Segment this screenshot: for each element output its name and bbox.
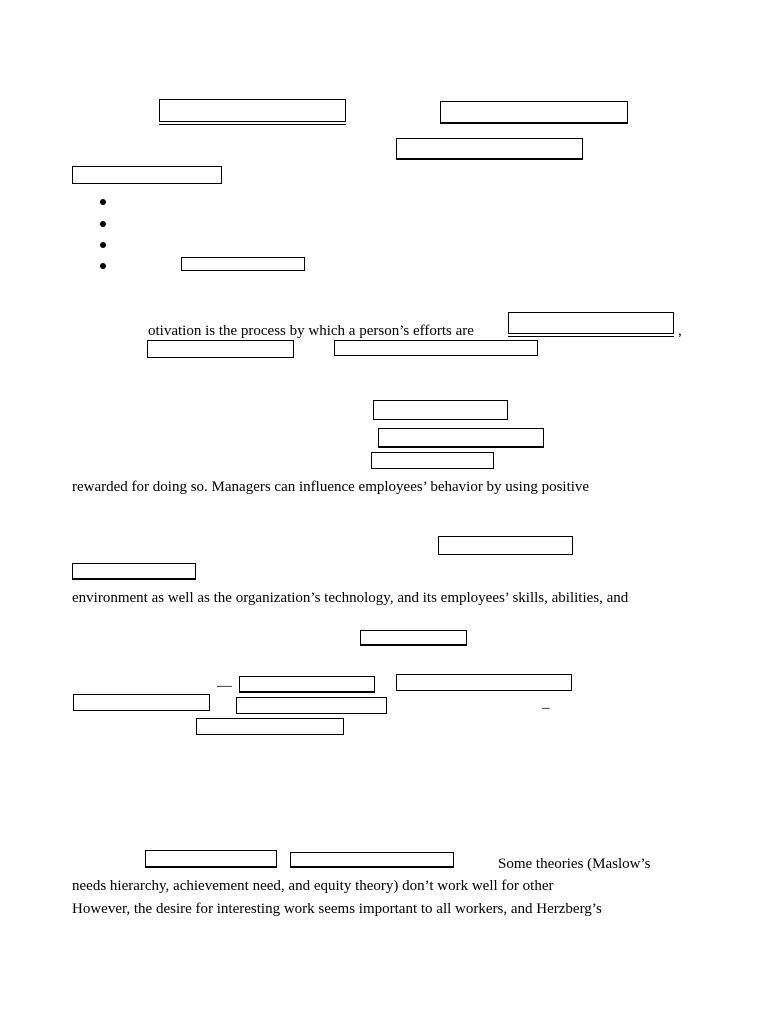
punctuation-text: , (678, 323, 682, 339)
blank-field[interactable] (239, 676, 375, 693)
blank-field[interactable] (360, 630, 467, 646)
bullet-icon (100, 199, 106, 205)
paragraph-text: Some theories (Maslow’s (498, 856, 651, 872)
paragraph-text: needs hierarchy, achievement need, and equity theory) don’t work well for other (72, 878, 554, 894)
paragraph-text: However, the desire for interesting work seems important to all workers, and Herzberg’s (72, 901, 602, 917)
blank-field[interactable] (334, 340, 538, 356)
blank-field[interactable] (508, 312, 674, 334)
blank-field[interactable] (371, 452, 494, 469)
blank-field[interactable] (378, 428, 544, 448)
bullet-icon (100, 263, 106, 269)
blank-field[interactable] (236, 697, 387, 714)
blank-field[interactable] (290, 852, 454, 868)
paragraph-text: rewarded for doing so. Managers can influence employees’ behavior by using positive (72, 479, 590, 495)
blank-field[interactable] (373, 400, 508, 420)
blank-field[interactable] (145, 850, 277, 868)
paragraph-text: environment as well as the organization’s technology, and its employees’ skills, abilities, and (72, 590, 629, 606)
blank-field[interactable] (438, 536, 573, 555)
blank-field[interactable] (181, 257, 305, 271)
blank-field[interactable] (396, 674, 572, 691)
dash-text: — (217, 678, 232, 694)
dash-text: – (542, 700, 550, 716)
blank-field[interactable] (72, 166, 222, 184)
blank-field[interactable] (396, 138, 583, 160)
bullet-icon (100, 221, 106, 227)
blank-field[interactable] (72, 563, 196, 580)
blank-field[interactable] (159, 99, 346, 122)
blank-field[interactable] (147, 340, 294, 358)
blank-field[interactable] (196, 718, 344, 735)
bullet-icon (100, 242, 106, 248)
paragraph-text: otivation is the process by which a person’s efforts are (148, 323, 474, 339)
blank-field[interactable] (440, 101, 628, 124)
blank-field[interactable] (73, 694, 210, 711)
